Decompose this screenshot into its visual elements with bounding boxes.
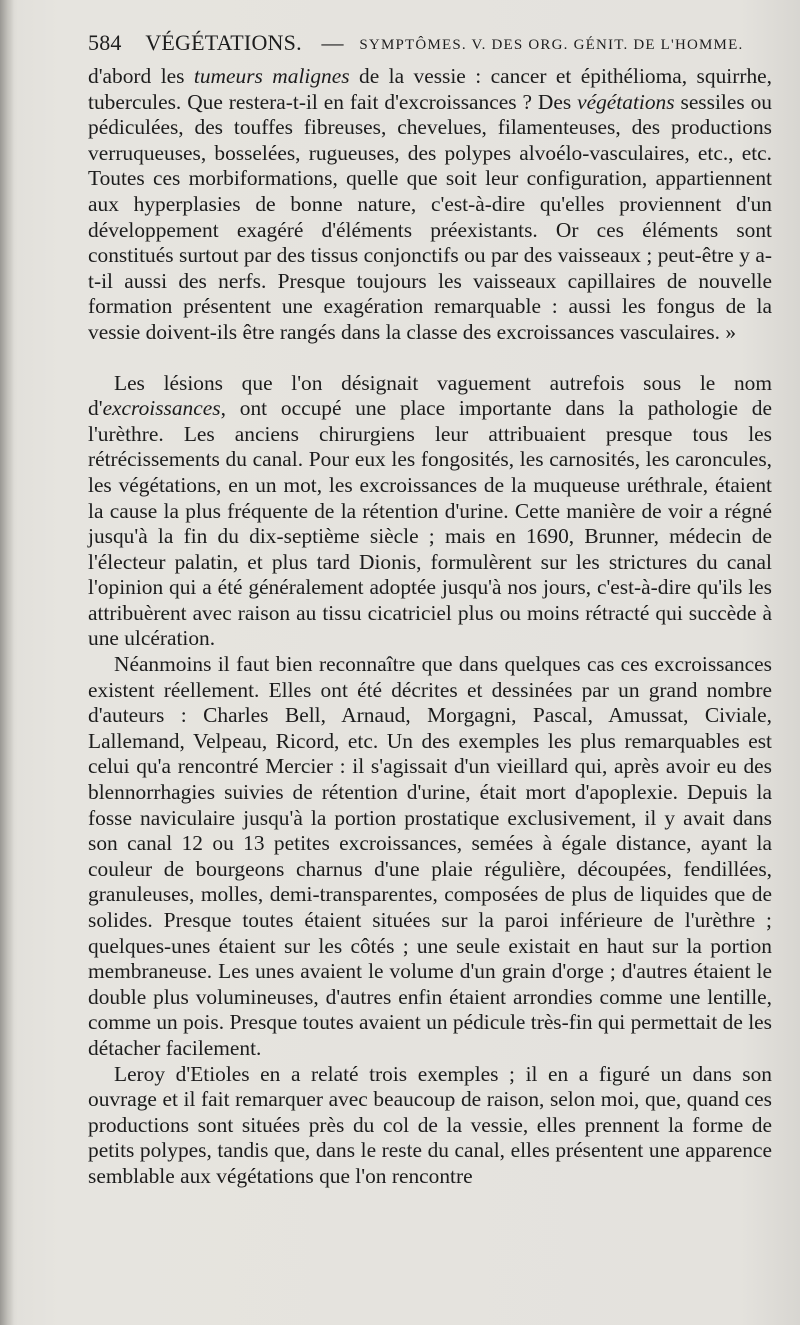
paragraph-text: Les lésions que l'on désignait vaguement autrefois sous le nom d' [88,370,772,421]
running-header [88,30,778,60]
paragraph-text: Néanmoins il faut bien reconnaître que dans quelques cas ces excroissances existent réellement. Elles ont été décrites et dessinées par un grand nombre d'auteurs : Charles Bell, Arnaud, Morgagni, Pascal, Amussat, Civiale, Lallemand, Velpeau, Ricord, etc. Un des exemples les plus remarquables est celui qu'a rencontré Mercier : il s'agissait d'un vieillard qui, après avoir eu des blennorrhagies suivies de rétention d'urine, était mort d'apoplexie. Depuis la fosse naviculaire jusqu'à la portion prostatique exclusivement, il y avait dans son canal 12 ou 13 petites excroissances, semées à égale distance, ayant la couleur de bourgeons charnus d'une plaie régulière, découpées, fendillées, granuleuses, molles, demi-transparentes, composées de plus de liquides que de solides. Presque toutes étaient situées sur la paroi inférieure de l'urèthre ; quelques-unes étaient sur les côtés ; une seule existait en haut sur la portion membraneuse. Les unes avaient le volume d'un grain d'orge ; d'autres étaient le double plus volumineuses, d'autres enfin étaient arrondies comme une lentille, comme un pois. Presque toutes avaient un pédicule très-fin qui permettait de les détacher facilement. [88,652,772,1060]
paragraph-lesions [88,371,772,653]
italic-term-tumeurs-malignes: tumeurs malignes [193,64,350,88]
paragraph-neanmoins [88,652,772,1062]
paragraph-leroy [88,1062,772,1190]
running-title: VÉGÉTATIONS. [145,30,302,55]
paragraph-text: , ont occupé une place importante dans la pathologie de l'urèthre. Les anciens chirurgiens leur attribuaient presque tous les rétrécissements du canal. Pour eux les fongosités, les carnosités, les caroncules, les végétations, en un mot, les excroissances de la muqueuse uréthrale, étaient la cause la plus fréquente de la rétention d'urine. Cette manière de voir a régné jusqu'à la fin du dix-septième siècle ; mais en 1690, Brunner, médecin de l'électeur palatin, et plus tard Dionis, formulèrent sur les strictures du canal l'opinion qui a été généralement adoptée jusqu'à nos jours, c'est-à-dire qu'ils les attribuèrent avec raison au tissu cicatriciel plus ou moins rétracté qui succède à une ulcération. [88,396,772,651]
page-number: 584 [88,30,122,55]
paragraph-text: Leroy d'Etioles en a relaté trois exemples ; il en a figuré un dans son ouvrage et il fait remarquer avec beaucoup de raison, selon moi, que, quand ces productions sont situées près du col de la vessie, elles prennent la forme de petits polypes, tandis que, dans le reste du canal, elles présentent une apparence semblable aux végétations que l'on rencontre [88,1061,772,1188]
paragraph-text: d'abord les [88,64,194,88]
paragraph-text: de la vessie : cancer et épithélioma, squirrhe, tubercules. Que restera-t-il en fait d'excroissances ? Des [88,64,772,114]
section-title: SYMPTÔMES. V. DES ORG. GÉNIT. DE L'HOMME. [359,37,744,53]
italic-term-vegetations: végétations [577,89,675,114]
paragraph-continuation [88,64,772,346]
italic-term-excroissances: excroissances [102,396,221,421]
body-text [88,64,772,1190]
header-dash: — [321,30,344,55]
page-binding-shadow [0,0,14,1325]
paragraph-text: sessiles ou pédiculées, des touffes fibreuses, chevelues, filamenteuses, des productions verruqueuses, bosselées, rugueuses, des polypes alvoélo-vasculaires, etc., etc. Toutes ces morbiformations, quelle que soit leur configuration, appartiennent aux hyperplasies de bonne nature, c'est-à-dire qu'elles proviennent d'un développement exagéré d'éléments préexistants. Or ces éléments sont constitués surtout par des tissus conjonctifs ou par des vaisseaux ; peut-être y a-t-il aussi des nerfs. Presque toujours les vaisseaux capillaires de nouvelle formation présentent une exagération remarquable : aussi les fongus de la vessie doivent-ils être rangés dans la classe des excroissances vasculaires. » [88,89,772,344]
